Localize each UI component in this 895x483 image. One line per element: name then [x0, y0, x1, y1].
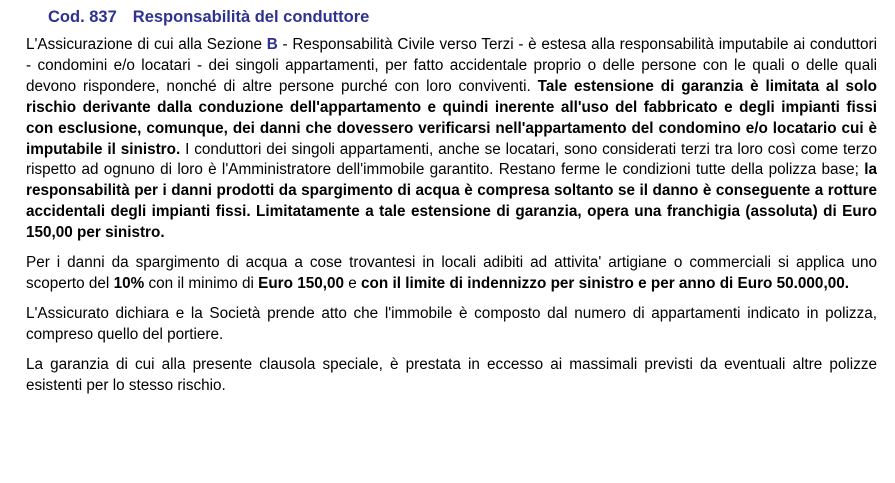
p1-bold-1: Tale estensione di garanzia è limitata al solo rischio derivante dalla conduzione dell'appartamento e quindi inerente all'uso del fabbricato e degli impianti fissi con esclusione, comunque, dei danni che dovessero verificarsi nell'appartamento del condomino e/o locatario cui è imputabile il sinistro.	[26, 77, 877, 158]
p2-text-2: con il minimo di	[144, 274, 259, 292]
paragraph-liability-extension	[26, 35, 877, 244]
p2-text-3: e	[344, 274, 362, 292]
p2-text-1: Per i danni da spargimento di acqua a cose trovantesi in locali adibiti ad attivita' artigiane o commerciali si applica uno scoperto del	[26, 254, 877, 292]
paragraph-excess	[26, 355, 877, 397]
p4-text: La garanzia di cui alla presente clausola speciale, è prestata in eccesso ai massimali previsti da eventuali altre polizze esistenti per lo stesso rischio.	[26, 355, 877, 394]
p2-bold-minimum: Euro 150,00	[258, 274, 345, 292]
document-page	[26, 5, 877, 406]
paragraph-apartments	[26, 304, 877, 346]
p1-bold-2: la responsabilità per i danni prodotti da spargimento di acqua è compresa soltanto se il danno è conseguente a rotture accidentali degli impianti fissi. Limitatamente a tale estensione di garanzia, opera una franchigia (assoluta) di Euro 150,00 per sinistro.	[26, 161, 877, 242]
clause-heading	[26, 5, 877, 29]
p1-text-2: - Responsabilità Civile verso Terzi - è estesa alla responsabilità imputabile ai conduttori - condomini e/o locatari - dei singoli appartamenti, per fatto accidentale proprio o delle persone con le quali o delle quali devono rispondere, nonché di altre persone purché con loro conviventi.	[26, 36, 877, 95]
section-letter: B	[266, 36, 278, 53]
clause-code: Cod. 837	[48, 8, 117, 26]
p1-text-1: L'Assicurazione di cui alla Sezione	[26, 36, 267, 53]
paragraph-water-damage	[26, 253, 877, 295]
p2-bold-limit: con il limite di indennizzo per sinistro e per anno di Euro 50.000,00.	[361, 274, 849, 292]
p2-bold-percent: 10%	[113, 274, 145, 292]
clause-title: Responsabilità del conduttore	[132, 8, 370, 26]
p1-text-3: I conduttori dei singoli appartamenti, anche se locatari, sono considerati terzi tra loro così come terzo rispetto ad ognuno di loro è l'Amministratore dell'immobile garantito. Restano ferme le condizioni tutte della polizza base;	[26, 140, 877, 179]
p3-text: L'Assicurato dichiara e la Società prende atto che l'immobile è composto dal numero di appartamenti indicato in polizza, compreso quello del portiere.	[26, 304, 877, 343]
